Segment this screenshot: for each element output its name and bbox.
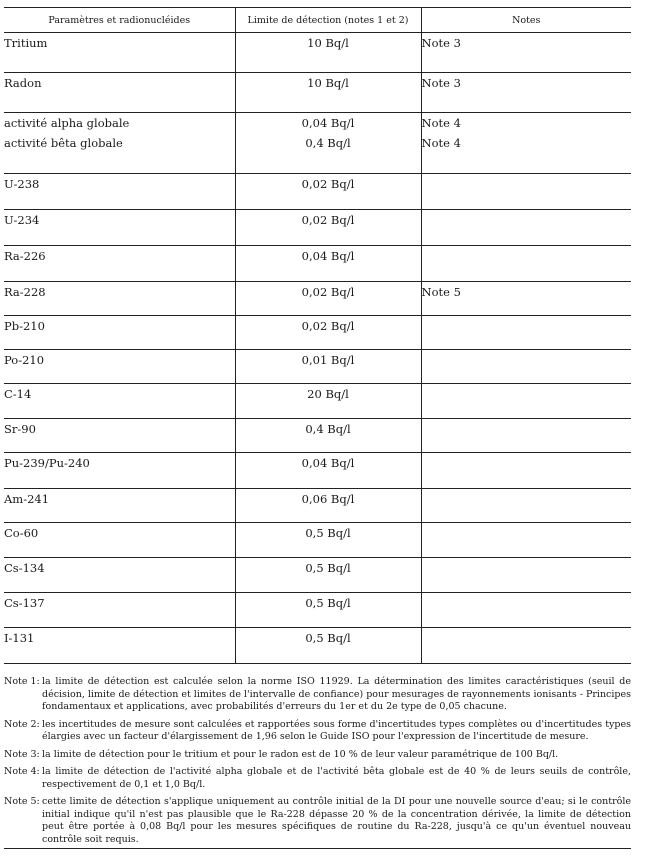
- limit-value: 0,5 Bq/l: [305, 526, 351, 540]
- footnote-label: Note 2:: [4, 718, 40, 730]
- table-row: [4, 174, 631, 210]
- footnote: [4, 766, 631, 791]
- cell-note: [421, 246, 631, 282]
- cell-detection-limit: [235, 210, 421, 246]
- table-row: [4, 210, 631, 246]
- parameter-text: Pb-210: [4, 319, 45, 333]
- note-ref: Note 4: [421, 136, 461, 150]
- note-ref: Note 3: [421, 36, 461, 50]
- limit-value: 0,02 Bq/l: [301, 319, 355, 333]
- cell-parameter: [4, 113, 235, 174]
- cell-parameter: [4, 33, 235, 73]
- footnote: [4, 676, 631, 714]
- parameter-text: C-14: [4, 387, 32, 401]
- cell-detection-limit: [235, 174, 421, 210]
- table-row: [4, 419, 631, 453]
- footnote-label: Note 4:: [4, 766, 40, 777]
- footnote: [4, 749, 631, 762]
- limit-value: 0,06 Bq/l: [301, 492, 355, 506]
- limit-value: 0,04 Bq/l: [301, 249, 355, 263]
- footnote: [4, 796, 631, 846]
- cell-detection-limit: [235, 489, 421, 523]
- footnote: [4, 719, 631, 744]
- cell-parameter: [4, 210, 235, 246]
- parameter-text: U-234: [4, 213, 40, 227]
- parameter-text: Sr-90: [4, 422, 36, 436]
- table-row: [4, 453, 631, 489]
- parameter-text: Cs-137: [4, 596, 45, 610]
- table-row: [4, 350, 631, 384]
- cell-note: [421, 73, 631, 113]
- limit-value: 0,04 Bq/l: [301, 116, 355, 130]
- cell-note: [421, 316, 631, 350]
- limit-value: 0,5 Bq/l: [305, 561, 351, 575]
- cell-note: [421, 489, 631, 523]
- cell-parameter: [4, 282, 235, 316]
- cell-note: [421, 282, 631, 316]
- parameter-text: activité bêta globale: [4, 136, 123, 150]
- cell-detection-limit: [235, 113, 421, 174]
- cell-parameter: [4, 489, 235, 523]
- parameter-text: Cs-134: [4, 561, 45, 575]
- cell-note: [421, 113, 631, 174]
- cell-detection-limit: [235, 246, 421, 282]
- parameter-text: Am-241: [4, 492, 50, 506]
- footnote-text: la limite de détection pour le tritium et pour le radon est de 10 % de leur valeur paramétrique de 100 Bq/l.: [42, 748, 559, 760]
- cell-note: [421, 558, 631, 593]
- limit-value: 0,02 Bq/l: [301, 177, 355, 191]
- cell-parameter: [4, 384, 235, 419]
- cell-note: [421, 523, 631, 558]
- footnote-text: la limite de détection est calculée selon la norme ISO 11929. La détermination des limites caractéristiques (seuil de décision, limite de détection et limites de l'intervalle de confiance) pour mesurages de rayonnements ionisants - Principes fondamentaux et applications, avec probabilités d'erreurs du 1er et du 2e type de 0,05 chacune.: [42, 676, 631, 712]
- header-detection-limit: Limite de détection (notes 1 et 2): [235, 8, 421, 33]
- cell-note: [421, 593, 631, 628]
- cell-detection-limit: [235, 350, 421, 384]
- note-ref: Note 3: [421, 76, 461, 90]
- cell-note: [421, 628, 631, 664]
- footnote-label: Note 5:: [4, 796, 40, 807]
- note-ref: Note 4: [421, 116, 461, 130]
- cell-detection-limit: [235, 282, 421, 316]
- footnote-text: les incertitudes de mesure sont calculées et rapportées sous forme d'incertitudes types complètes ou d'incertitudes types élargies avec un facteur d'élargissement de 1,96 selon le Guide ISO pour l'expression de l'incertitude de mesure.: [42, 718, 631, 742]
- limit-value: 0,02 Bq/l: [301, 285, 355, 299]
- table-row: [4, 384, 631, 419]
- cell-parameter: [4, 628, 235, 664]
- footnote-label: Note 1:: [4, 676, 40, 687]
- cell-parameter: [4, 316, 235, 350]
- cell-parameter: [4, 453, 235, 489]
- bottom-rule: [4, 848, 631, 849]
- table-header-row: [4, 8, 631, 33]
- table-row: [4, 33, 631, 73]
- cell-detection-limit: [235, 73, 421, 113]
- cell-note: [421, 384, 631, 419]
- cell-parameter: [4, 419, 235, 453]
- header-notes: Notes: [421, 8, 631, 33]
- cell-detection-limit: [235, 558, 421, 593]
- cell-note: [421, 210, 631, 246]
- parameter-text: Tritium: [4, 36, 48, 50]
- detection-limits-table: [4, 7, 631, 664]
- cell-note: [421, 453, 631, 489]
- cell-detection-limit: [235, 384, 421, 419]
- footnote-label: Note 3:: [4, 748, 40, 760]
- limit-value: 0,04 Bq/l: [301, 456, 355, 470]
- cell-detection-limit: [235, 628, 421, 664]
- table-row: [4, 558, 631, 593]
- parameter-text: Ra-226: [4, 249, 46, 263]
- limit-value: 0,4 Bq/l: [305, 136, 351, 150]
- parameter-text: Ra-228: [4, 285, 46, 299]
- header-parameters: Paramètres et radionucléides: [4, 8, 235, 33]
- cell-parameter: [4, 246, 235, 282]
- cell-detection-limit: [235, 419, 421, 453]
- limit-value: 10 Bq/l: [307, 36, 349, 50]
- parameter-text: Radon: [4, 76, 42, 90]
- limit-value: 20 Bq/l: [307, 387, 349, 401]
- cell-parameter: [4, 174, 235, 210]
- limit-value: 0,5 Bq/l: [305, 631, 351, 645]
- limit-value: 0,01 Bq/l: [301, 353, 355, 367]
- parameter-text: U-238: [4, 177, 40, 191]
- cell-note: [421, 419, 631, 453]
- parameter-text: activité alpha globale: [4, 116, 130, 130]
- note-ref: Note 5: [421, 285, 461, 299]
- footnote-text: la limite de détection de l'activité alpha globale et de l'activité bêta globale est de 40 % de leurs seuils de contrôle, respectivement de 0,1 et 1,0 Bq/l.: [42, 766, 631, 790]
- limit-value: 0,02 Bq/l: [301, 213, 355, 227]
- parameter-text: Co-60: [4, 526, 39, 540]
- limit-value: 10 Bq/l: [307, 76, 349, 90]
- cell-detection-limit: [235, 316, 421, 350]
- cell-parameter: [4, 593, 235, 628]
- parameter-text: Po-210: [4, 353, 45, 367]
- cell-parameter: [4, 73, 235, 113]
- cell-note: [421, 174, 631, 210]
- table-row: [4, 523, 631, 558]
- cell-detection-limit: [235, 593, 421, 628]
- cell-detection-limit: [235, 453, 421, 489]
- table-row: [4, 282, 631, 316]
- cell-note: [421, 33, 631, 73]
- parameter-text: Pu-239/Pu-240: [4, 456, 90, 470]
- footnotes: [4, 676, 631, 851]
- table-row: [4, 73, 631, 113]
- table-row: [4, 246, 631, 282]
- parameter-text: I-131: [4, 631, 35, 645]
- table-row: [4, 593, 631, 628]
- table-row: [4, 316, 631, 350]
- limit-value: 0,5 Bq/l: [305, 596, 351, 610]
- table-row: [4, 113, 631, 174]
- footnote-text: cette limite de détection s'applique uniquement au contrôle initial de la DI pour une nouvelle source d'eau; si le contrôle initial indique qu'il n'est pas plausible que le Ra-228 dépasse 20 % de la concentration dérivée, la limite de détection peut être portée à 0,08 Bq/l pour les mesures spécifiques de routine du Ra-228, jusqu'à ce qu'un éventuel nouveau contrôle soit requis.: [42, 796, 631, 845]
- cell-detection-limit: [235, 33, 421, 73]
- cell-parameter: [4, 523, 235, 558]
- cell-note: [421, 350, 631, 384]
- cell-parameter: [4, 558, 235, 593]
- limit-value: 0,4 Bq/l: [305, 422, 351, 436]
- table-row: [4, 489, 631, 523]
- cell-detection-limit: [235, 523, 421, 558]
- table-row: [4, 628, 631, 664]
- cell-parameter: [4, 350, 235, 384]
